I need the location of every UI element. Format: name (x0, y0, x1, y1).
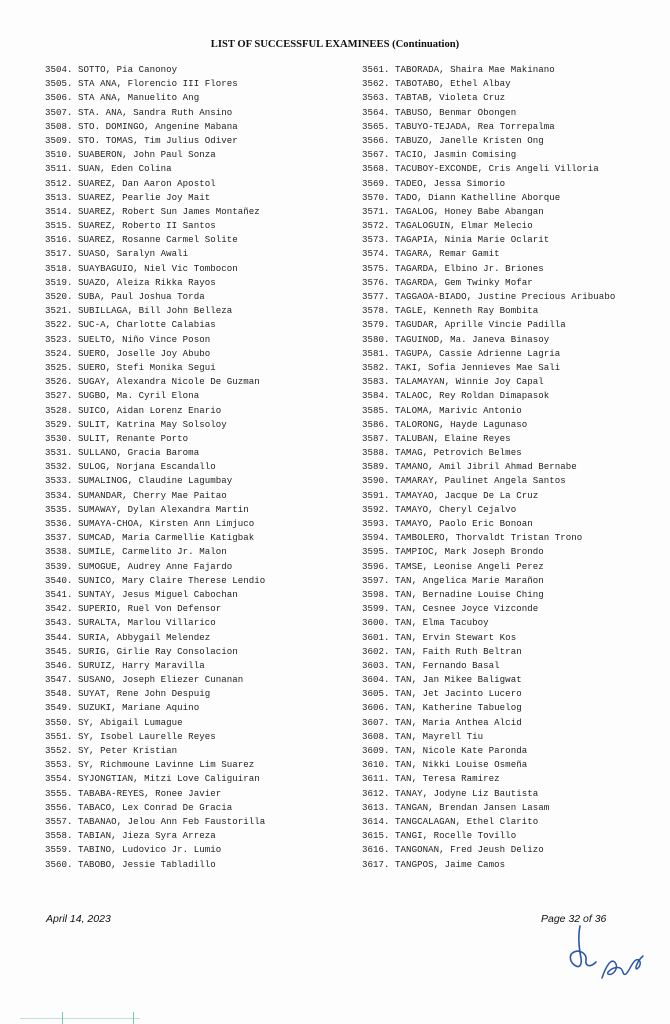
examinee-entry: 3528. SUICO, Aidan Lorenz Enario (45, 404, 222, 416)
examinee-entry: 3544. SURIA, Abbygail Melendez (45, 631, 211, 643)
examinee-entry: 3611. TAN, Teresa Ramirez (362, 773, 500, 785)
examinee-entry: 3540. SUNICO, Mary Claire Therese Lendio (45, 574, 266, 586)
examinee-entry: 3508. STO. DOMINGO, Angenine Mabana (45, 120, 238, 132)
examinee-entry: 3524. SUERO, Joselle Joy Abubo (45, 347, 211, 359)
examinee-entry: 3588. TAMAG, Petrovich Belmes (362, 447, 522, 459)
examinee-entry: 3560. TABOBO, Jessie Tabladillo (45, 858, 216, 870)
examinee-entry: 3599. TAN, Cesnee Joyce Vizconde (362, 603, 539, 615)
examinee-entry: 3598. TAN, Bernadine Louise Ching (362, 588, 544, 600)
examinee-entry: 3561. TABORADA, Shaira Mae Makinano (362, 64, 555, 75)
examinee-entry: 3548. SUYAT, Rene John Despuig (45, 688, 211, 700)
examinee-entry: 3541. SUNTAY, Jesus Miguel Cabochan (45, 588, 238, 600)
footer-date: April 14, 2023 (46, 913, 111, 925)
examinee-entry: 3543. SURALTA, Marlou Villarico (45, 617, 216, 629)
examinee-entry: 3612. TANAY, Jodyne Liz Bautista (362, 787, 539, 799)
examinee-entry: 3537. SUMCAD, Maria Carmellie Katigbak (45, 532, 255, 544)
examinee-entry: 3512. SUAREZ, Dan Aaron Apostol (45, 177, 216, 189)
examinee-entry: 3557. TABANAO, Jelou Ann Feb Faustorilla (45, 815, 266, 827)
examinee-list-right (362, 63, 662, 872)
examinee-entry: 3534. SUMANDAR, Cherry Mae Paitao (45, 489, 227, 501)
examinee-entry: 3527. SUGBO, Ma. Cyril Elona (45, 390, 200, 402)
examinee-entry: 3610. TAN, Nikki Louise Osmeña (362, 759, 528, 771)
examinee-entry: 3551. SY, Isobel Laurelle Reyes (45, 730, 216, 742)
examinee-entry: 3595. TAMPIOC, Mark Joseph Brondo (362, 546, 544, 558)
examinee-entry: 3522. SUC-A, Charlotte Calabias (45, 319, 216, 331)
examinee-entry: 3553. SY, Richmoune Lavinne Lim Suarez (45, 759, 255, 771)
examinee-entry: 3547. SUSANO, Joseph Eliezer Cunanan (45, 674, 244, 686)
examinee-entry: 3532. SULOG, Norjana Escandallo (45, 461, 216, 473)
examinee-entry: 3613. TANGAN, Brendan Jansen Lasam (362, 801, 550, 813)
examinee-entry: 3617. TANGPOS, Jaime Camos (362, 858, 506, 870)
examinee-entry: 3518. SUAYBAGUIO, Niel Vic Tombocon (45, 262, 238, 274)
examinee-entry: 3552. SY, Peter Kristian (45, 745, 178, 756)
examinee-entry: 3615. TANGI, Rocelle Tovillo (362, 830, 517, 842)
examinee-entry: 3542. SUPERIO, Ruel Von Defensor (45, 603, 222, 615)
examinee-entry: 3517. SUASO, Saralyn Awali (45, 248, 189, 260)
examinee-entry: 3530. SULIT, Renante Porto (45, 432, 189, 444)
examinee-entry: 3603. TAN, Fernando Basal (362, 659, 500, 671)
signature-initials-1 (560, 922, 600, 972)
examinee-entry: 3506. STA ANA, Manuelito Ang (45, 92, 200, 104)
examinee-entry: 3600. TAN, Elma Tacuboy (362, 617, 489, 629)
examinee-entry: 3565. TABUYO-TEJADA, Rea Torrepalma (362, 120, 555, 132)
examinee-entry: 3602. TAN, Faith Ruth Beltran (362, 645, 522, 657)
examinee-entry: 3590. TAMARAY, Paulinet Angela Santos (362, 475, 566, 487)
examinee-entry: 3520. SUBA, Paul Joshua Torda (45, 291, 205, 302)
examinee-entry: 3526. SUGAY, Alexandra Nicole De Guzman (45, 376, 260, 388)
footer-page-number: Page 32 of 36 (541, 913, 607, 925)
examinee-entry: 3608. TAN, Mayrell Tiu (362, 730, 484, 742)
examinee-entry: 3564. TABUSO, Benmar Obongen (362, 106, 517, 118)
examinee-entry: 3568. TACUBOY-EXCONDE, Cris Angeli Villoria (362, 163, 599, 175)
examinee-entry: 3582. TAKI, Sofia Jennieves Mae Sali (362, 361, 561, 373)
examinee-entry: 3511. SUAN, Eden Colina (45, 163, 172, 175)
examinee-entry: 3584. TALAOC, Rey Roldan Dimapasok (362, 390, 550, 402)
examinee-entry: 3607. TAN, Maria Anthea Alcid (362, 716, 522, 728)
examinee-entry: 3504. SOTTO, Pia Canonoy (45, 64, 178, 75)
signature-initials-2 (598, 944, 646, 984)
examinee-entry: 3559. TABINO, Ludovico Jr. Lumio (45, 844, 222, 856)
examinee-entry: 3614. TANGCALAGAN, Ethel Clarito (362, 815, 539, 827)
examinee-entry: 3569. TADEO, Jessa Simorio (362, 177, 506, 189)
examinee-entry: 3538. SUMILE, Carmelito Jr. Malon (45, 546, 227, 558)
examinee-entry: 3545. SURIG, Girlie Ray Consolacion (45, 645, 238, 657)
examinee-entry: 3577. TAGGAOA-BIADO, Justine Precious Aribuabo (362, 291, 616, 302)
examinee-entry: 3516. SUAREZ, Rosanne Carmel Solite (45, 234, 238, 246)
examinee-list-left (45, 63, 345, 872)
examinee-entry: 3546. SURUIZ, Harry Maravilla (45, 659, 205, 671)
examinee-entry: 3594. TAMBOLERO, Thorvaldt Tristan Trono (362, 532, 583, 544)
examinee-entry: 3533. SUMALINOG, Claudine Lagumbay (45, 475, 233, 487)
examinee-entry: 3549. SUZUKI, Mariane Aquino (45, 702, 200, 714)
examinee-entry: 3510. SUABERON, John Paul Sonza (45, 149, 216, 161)
examinee-entry: 3519. SUAZO, Aleiza Rikka Rayos (45, 276, 216, 288)
examinee-entry: 3575. TAGARDA, Elbino Jr. Briones (362, 262, 544, 274)
examinee-entry: 3509. STO. TOMAS, Tim Julius Odiver (45, 134, 238, 146)
examinee-entry: 3571. TAGALOG, Honey Babe Abangan (362, 205, 544, 217)
examinee-entry: 3531. SULLANO, Gracia Baroma (45, 447, 200, 459)
examinee-entry: 3606. TAN, Katherine Tabuelog (362, 702, 522, 714)
examinee-entry: 3513. SUAREZ, Pearlie Joy Mait (45, 191, 211, 203)
examinee-entry: 3572. TAGALOGUIN, Elmar Melecio (362, 220, 533, 232)
examinee-entry: 3529. SULIT, Katrina May Solsoloy (45, 418, 227, 430)
examinee-entry: 3580. TAGUINOD, Ma. Janeva Binasoy (362, 333, 550, 345)
examinee-entry: 3525. SUERO, Stefi Monika Segui (45, 361, 216, 373)
examinee-entry: 3539. SUMOGUE, Audrey Anne Fajardo (45, 560, 233, 572)
examinee-entry: 3576. TAGARDA, Gem Twinky Mofar (362, 276, 533, 288)
examinee-entry: 3591. TAMAYAO, Jacque De La Cruz (362, 489, 539, 501)
examinee-entry: 3555. TABABA-REYES, Ronee Javier (45, 787, 222, 799)
examinee-entry: 3583. TALAMAYAN, Winnie Joy Capal (362, 376, 544, 388)
examinee-entry: 3596. TAMSE, Leonise Angeli Perez (362, 560, 544, 572)
examinee-entry: 3514. SUAREZ, Robert Sun James Montañez (45, 205, 260, 217)
examinee-entry: 3587. TALUBAN, Elaine Reyes (362, 432, 511, 444)
examinee-entry: 3507. STA. ANA, Sandra Ruth Ansino (45, 106, 233, 118)
examinee-entry: 3605. TAN, Jet Jacinto Lucero (362, 688, 522, 700)
examinee-entry: 3586. TALORONG, Hayde Lagunaso (362, 418, 528, 430)
examinee-entry: 3597. TAN, Angelica Marie Marañon (362, 574, 544, 586)
examinee-entry: 3604. TAN, Jan Mikee Baligwat (362, 674, 522, 686)
examinee-entry: 3601. TAN, Ervin Stewart Kos (362, 631, 517, 643)
examinee-entry: 3570. TADO, Diann Kathelline Aborque (362, 191, 561, 203)
examinee-entry: 3558. TABIAN, Jieza Syra Arreza (45, 830, 216, 842)
examinee-entry: 3505. STA ANA, Florencio III Flores (45, 78, 238, 90)
examinee-entry: 3556. TABACO, Lex Conrad De Gracia (45, 801, 233, 813)
examinee-entry: 3574. TAGARA, Remar Gamit (362, 248, 500, 260)
examinee-entry: 3523. SUELTO, Niño Vince Poson (45, 333, 211, 345)
examinee-entry: 3592. TAMAYO, Cheryl Cejalvo (362, 503, 517, 515)
examinee-entry: 3609. TAN, Nicole Kate Paronda (362, 745, 528, 756)
examinee-entry: 3563. TABTAB, Violeta Cruz (362, 92, 506, 104)
examinee-entry: 3535. SUMAWAY, Dylan Alexandra Martin (45, 503, 249, 515)
examinee-entry: 3515. SUAREZ, Roberto II Santos (45, 220, 216, 232)
examinee-entry: 3566. TABUZO, Janelle Kristen Ong (362, 134, 544, 146)
examinee-entry: 3550. SY, Abigail Lumague (45, 716, 183, 728)
examinee-entry: 3589. TAMANO, Amil Jibril Ahmad Bernabe (362, 461, 577, 473)
examinee-entry: 3567. TACIO, Jasmin Comising (362, 149, 517, 161)
examinee-entry: 3554. SYJONGTIAN, Mitzi Love Caliguiran (45, 773, 260, 785)
examinee-entry: 3573. TAGAPIA, Ninia Marie Oclarit (362, 234, 550, 246)
examinee-entry: 3578. TAGLE, Kenneth Ray Bombita (362, 305, 539, 317)
examinee-entry: 3581. TAGUPA, Cassie Adrienne Lagria (362, 347, 561, 359)
examinee-entry: 3536. SUMAYA-CHOA, Kirsten Ann Limjuco (45, 518, 255, 529)
examinee-entry: 3593. TAMAYO, Paolo Eric Bonoan (362, 518, 533, 529)
examinee-entry: 3562. TABOTABO, Ethel Albay (362, 78, 511, 90)
examinee-entry: 3585. TALOMA, Marivic Antonio (362, 404, 522, 416)
examinee-entry: 3521. SUBILLAGA, Bill John Belleza (45, 305, 233, 317)
margin-rule (20, 1018, 140, 1019)
examinee-entry: 3616. TANGONAN, Fred Jeush Delizo (362, 844, 544, 856)
page-title: LIST OF SUCCESSFUL EXAMINEES (Continuation) (210, 39, 460, 50)
examinee-entry: 3579. TAGUDAR, Aprille Vincie Padilla (362, 319, 566, 331)
